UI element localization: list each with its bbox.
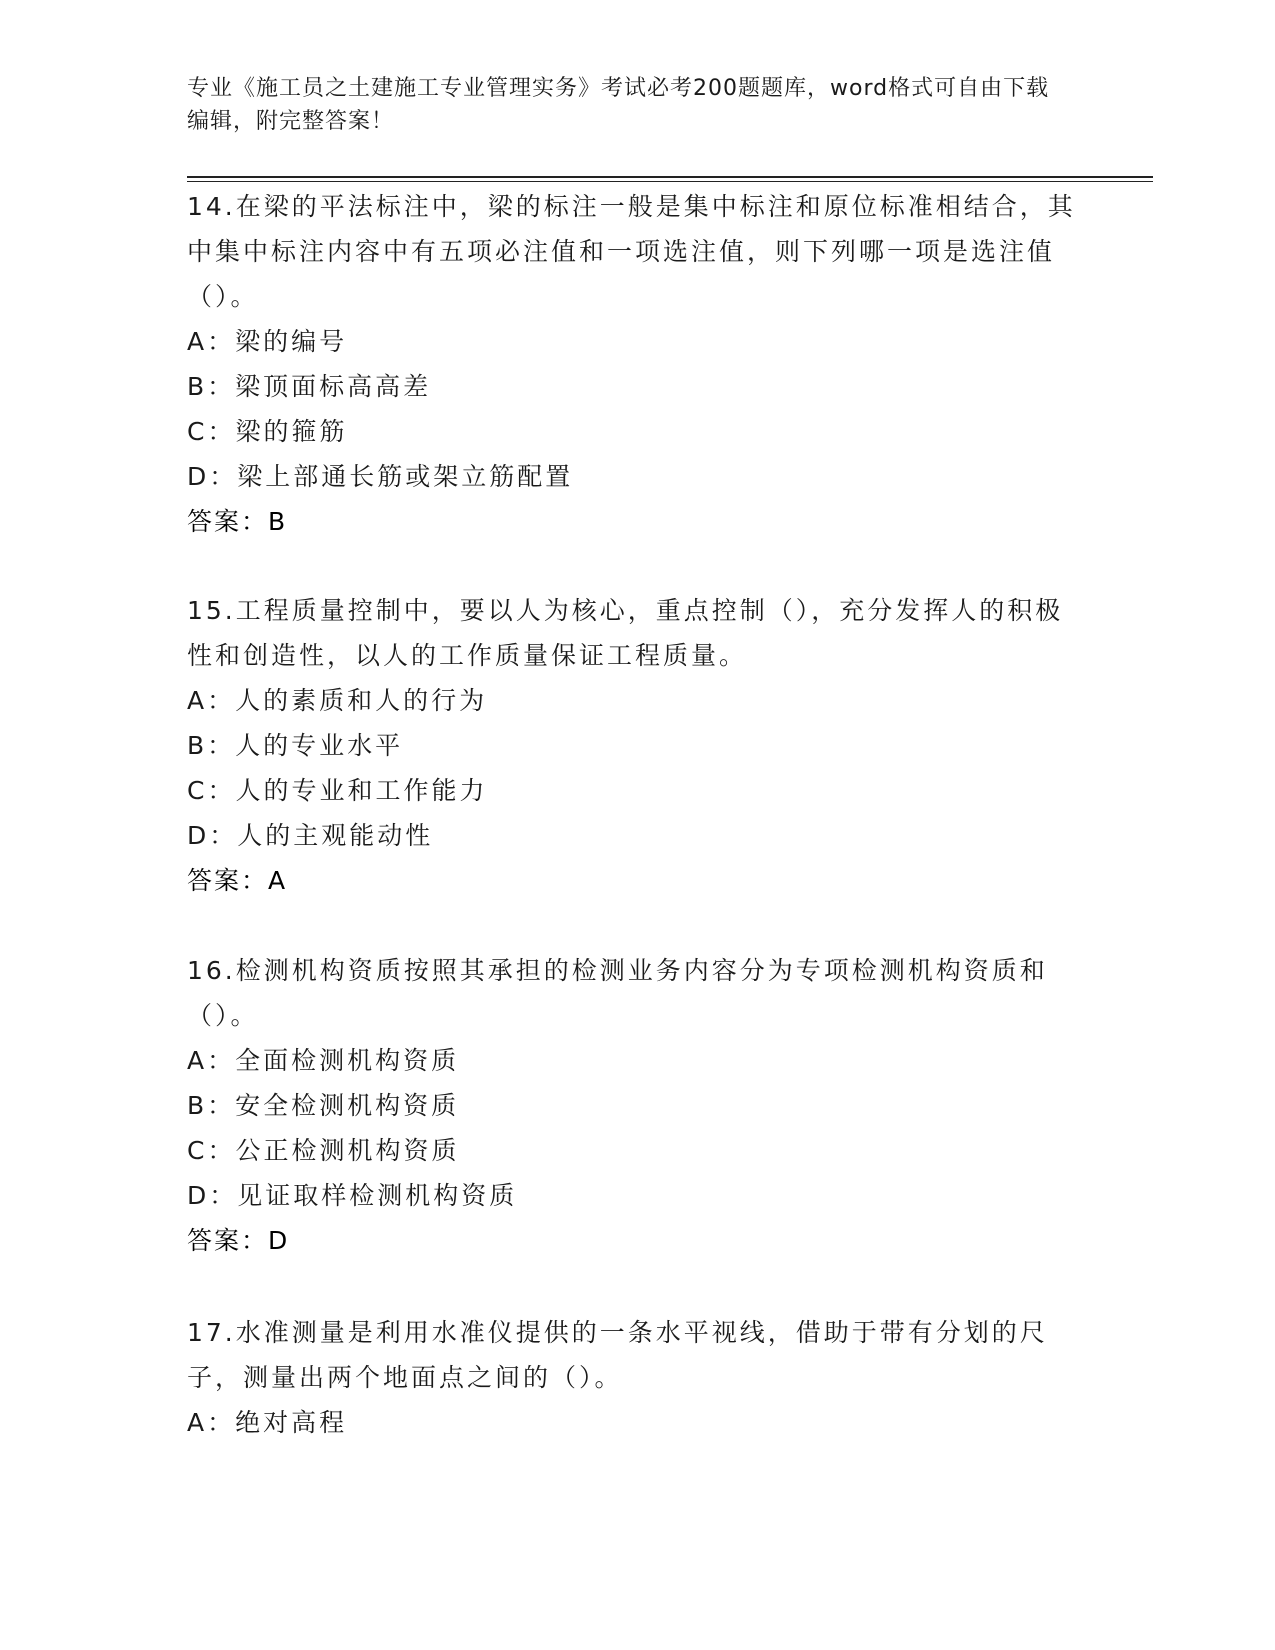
answer-label: 答案：B bbox=[187, 507, 288, 536]
question-stem: 17.水准测量是利用水准仪提供的一条水平视线，借助于带有分划的尺子，测量出两个地面点之间的（）。 bbox=[187, 1318, 1048, 1392]
question-stem: 15.工程质量控制中，要以人为核心，重点控制（），充分发挥人的积极性和创造性，以人的工作质量保证工程质量。 bbox=[187, 596, 1064, 670]
option-a: A：人的素质和人的行为 bbox=[187, 686, 488, 715]
option-b: B：安全检测机构资质 bbox=[187, 1091, 460, 1120]
answer-label: 答案：A bbox=[187, 866, 288, 895]
option-d: D：见证取样检测机构资质 bbox=[187, 1181, 518, 1210]
document-header: 专业《施工员之土建施工专业管理实务》考试必考200题题库，word格式可自由下载编辑，附完整答案！ bbox=[187, 76, 1050, 134]
answer-label: 答案：D bbox=[187, 1226, 290, 1255]
option-a: A：梁的编号 bbox=[187, 327, 348, 356]
option-a: A：绝对高程 bbox=[187, 1408, 348, 1437]
question-stem: 16.检测机构资质按照其承担的检测业务内容分为专项检测机构资质和（）。 bbox=[187, 956, 1048, 1030]
option-c: C：公正检测机构资质 bbox=[187, 1136, 460, 1165]
option-b: B：人的专业水平 bbox=[187, 731, 404, 760]
option-b: B：梁顶面标高高差 bbox=[187, 372, 432, 401]
question-15 bbox=[187, 588, 1087, 903]
option-a: A：全面检测机构资质 bbox=[187, 1046, 460, 1075]
option-d: D：梁上部通长筋或架立筋配置 bbox=[187, 462, 574, 491]
option-d: D：人的主观能动性 bbox=[187, 821, 434, 850]
question-stem: 14.在梁的平法标注中，梁的标注一般是集中标注和原位标准相结合，其中集中标注内容中有五项必注值和一项选注值，则下列哪一项是选注值（）。 bbox=[187, 192, 1076, 311]
option-c: C：人的专业和工作能力 bbox=[187, 776, 488, 805]
question-14 bbox=[187, 184, 1087, 544]
question-16 bbox=[187, 948, 1087, 1263]
header-divider-thick bbox=[187, 176, 1153, 178]
question-17 bbox=[187, 1310, 1087, 1445]
option-c: C：梁的箍筋 bbox=[187, 417, 348, 446]
header-divider-thin bbox=[187, 181, 1153, 182]
